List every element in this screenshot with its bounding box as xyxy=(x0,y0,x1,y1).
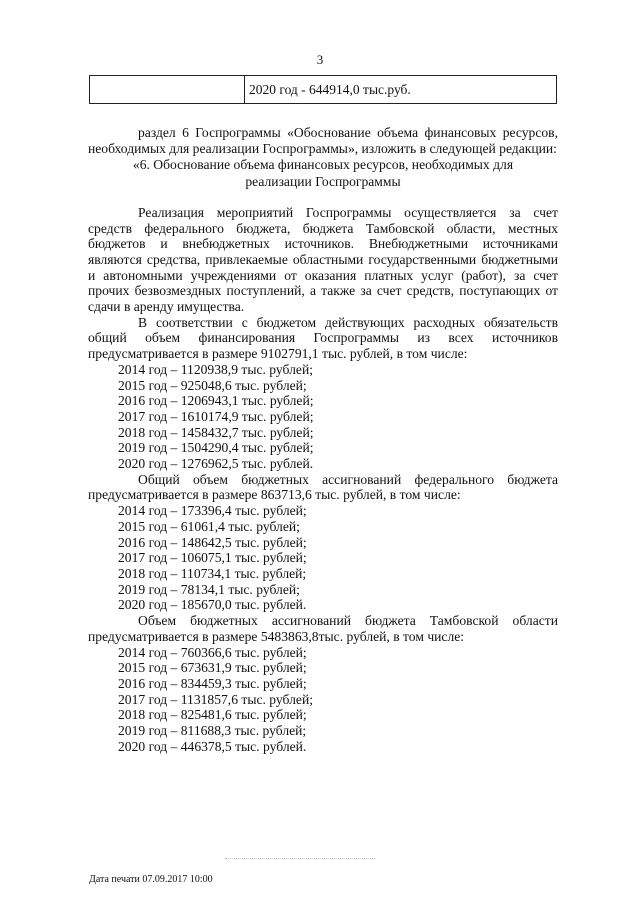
list-item: 2015 год – 673631,9 тыс. рублей; xyxy=(118,660,307,676)
document-body xyxy=(88,125,558,754)
list-item: 2016 год – 148642,5 тыс. рублей; xyxy=(118,534,307,550)
paragraph-sources: Реализация мероприятий Госпрограммы осуществляется за счет средств федерального бюджета, бюджета Тамбовской области, местных бюджетов и внебюджетных источников. Внебюджетными источниками являются средства, привлекаемые областными государственными бюджетными и автономными учреждениями от оказания платных услуг (работ), за счет прочих безвозмездных поступлений, а также за счет средств, поступающих от сдачи в аренду имущества. xyxy=(88,204,558,315)
list-item: 2018 год – 110734,1 тыс. рублей; xyxy=(118,565,307,581)
table-row xyxy=(90,76,557,104)
intro-paragraph: раздел 6 Госпрограммы «Обоснование объема финансовых ресурсов, необходимых для реализации Госпрограммы», изложить в следующей редакции: xyxy=(88,125,558,156)
list-item: 2019 год – 78134,1 тыс. рублей; xyxy=(118,581,300,597)
list-item: 2017 год – 1131857,6 тыс. рублей; xyxy=(118,691,313,707)
list-item: 2019 год – 1504290,4 тыс. рублей; xyxy=(118,440,314,456)
paragraph-regional-budget: Объем бюджетных ассигнований бюджета Тамбовской области предусматривается в размере 5483863,8тыс. рублей, в том числе: xyxy=(88,613,558,644)
list-item: 2014 год – 173396,4 тыс. рублей; xyxy=(118,503,307,519)
list-item: 2020 год – 1276962,5 тыс. рублей. xyxy=(118,456,314,472)
list-item: 2018 год – 1458432,7 тыс. рублей; xyxy=(118,424,314,440)
list-item: 2018 год – 825481,6 тыс. рублей; xyxy=(118,707,307,723)
list-item: 2015 год – 61061,4 тыс. рублей; xyxy=(118,518,300,534)
list-item: 2015 год – 925048,6 тыс. рублей; xyxy=(118,377,307,393)
section-heading-line-2: реализации Госпрограммы xyxy=(245,174,401,190)
total-years-list xyxy=(88,362,558,472)
list-item: 2016 год – 834459,3 тыс. рублей; xyxy=(118,675,307,691)
spacer xyxy=(88,190,558,205)
print-date-footer: Дата печати 07.09.2017 10:00 xyxy=(89,874,213,885)
table-cell-value: 2020 год - 644914,0 тыс.руб. xyxy=(245,76,557,104)
table-cell-empty xyxy=(90,76,245,104)
list-item: 2020 год – 446378,5 тыс. рублей. xyxy=(118,738,307,754)
federal-years-list xyxy=(88,503,558,613)
list-item: 2014 год – 1120938,9 тыс. рублей; xyxy=(118,361,313,377)
list-item: 2014 год – 760366,6 тыс. рублей; xyxy=(118,644,307,660)
list-item: 2017 год – 106075,1 тыс. рублей; xyxy=(118,550,307,566)
list-item: 2019 год – 811688,3 тыс. рублей; xyxy=(118,723,307,739)
budget-table-fragment xyxy=(89,75,557,104)
list-item: 2016 год – 1206943,1 тыс. рублей; xyxy=(118,393,314,409)
paragraph-total-funding: В соответствии с бюджетом действующих расходных обязательств общий объем финансирования Госпрограммы из всех источников предусматривается в размере 9102791,1 тыс. рублей, в том числе: xyxy=(88,314,558,362)
regional-years-list xyxy=(88,645,558,755)
section-heading-line-1: «6. Обоснование объема финансовых ресурсов, необходимых для xyxy=(132,157,514,173)
footer-divider xyxy=(225,858,375,859)
list-item: 2017 год – 1610174,9 тыс. рублей; xyxy=(118,408,314,424)
list-item: 2020 год – 185670,0 тыс. рублей. xyxy=(118,597,307,613)
paragraph-federal-budget: Общий объем бюджетных ассигнований федерального бюджета предусматривается в размере 863713,6 тыс. рублей, в том числе: xyxy=(88,471,558,503)
page-number: 3 xyxy=(316,52,324,67)
